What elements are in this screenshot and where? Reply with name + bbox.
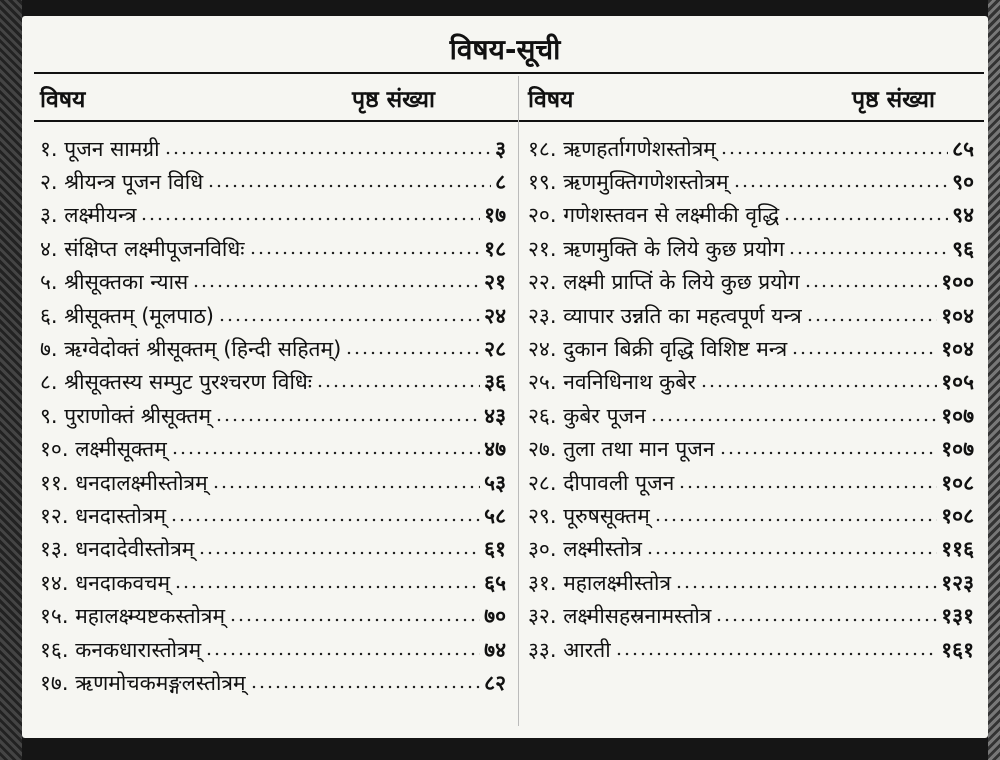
right-subject-header: विषय bbox=[528, 87, 574, 113]
toc-entry-title: २०. गणेशस्तवन से लक्ष्मीकी वृद्धि bbox=[528, 203, 780, 228]
left-contents-list bbox=[40, 132, 506, 700]
toc-entry-title: २५. नवनिधिनाथ कुबेर bbox=[528, 370, 696, 395]
dot-leader bbox=[345, 342, 480, 356]
toc-entry-page: ९४ bbox=[952, 203, 974, 228]
dot-leader bbox=[804, 275, 938, 289]
toc-entry-title: २३. व्यापार उन्नति का महत्वपूर्ण यन्त्र bbox=[528, 303, 802, 328]
right-page-header: पृष्ठ संख्या bbox=[852, 87, 935, 113]
toc-entry bbox=[528, 499, 974, 532]
dot-leader bbox=[791, 342, 937, 356]
toc-entry-page: १८ bbox=[484, 236, 506, 261]
toc-entry-page: ४३ bbox=[484, 403, 506, 428]
toc-entry bbox=[528, 132, 974, 165]
toc-entry-title: २२. लक्ष्मी प्राप्तिं के लिये कुछ प्रयोग bbox=[528, 270, 800, 295]
toc-entry-page: १०७ bbox=[941, 437, 974, 462]
dot-leader bbox=[174, 576, 480, 590]
dot-leader bbox=[198, 542, 480, 556]
toc-entry-page: ४७ bbox=[484, 437, 506, 462]
toc-entry bbox=[40, 232, 506, 265]
toc-entry-page: ३६ bbox=[484, 370, 506, 395]
page-edge-left bbox=[0, 0, 22, 760]
dot-leader bbox=[229, 609, 480, 623]
toc-entry bbox=[528, 165, 974, 198]
dot-leader bbox=[215, 409, 480, 423]
dot-leader bbox=[720, 142, 948, 156]
dot-leader bbox=[192, 275, 480, 289]
toc-entry-title: ७. ऋग्वेदोक्तं श्रीसूक्तम् (हिन्दी सहितम्) bbox=[40, 337, 342, 362]
dot-leader bbox=[788, 242, 948, 256]
toc-entry-page: १७ bbox=[484, 203, 506, 228]
toc-entry-page: २४ bbox=[484, 303, 506, 328]
dot-leader bbox=[806, 309, 937, 323]
dot-leader bbox=[700, 375, 937, 389]
toc-entry-page: ८२ bbox=[484, 670, 506, 695]
toc-entry-page: २१ bbox=[484, 270, 506, 295]
dot-leader bbox=[218, 309, 480, 323]
dot-leader bbox=[719, 442, 938, 456]
dot-leader bbox=[654, 509, 937, 523]
dot-leader bbox=[715, 609, 937, 623]
dot-leader bbox=[170, 509, 480, 523]
dot-leader bbox=[678, 476, 937, 490]
toc-entry bbox=[40, 366, 506, 399]
toc-entry-title: १५. महालक्ष्म्यष्टकस्तोत्रम् bbox=[40, 604, 226, 629]
toc-entry bbox=[528, 533, 974, 566]
toc-entry-page: १०४ bbox=[941, 303, 974, 328]
toc-entry-title: ३१. महालक्ष्मीस्तोत्र bbox=[528, 570, 672, 595]
toc-entry-title: २४. दुकान बिक्री वृद्धि विशिष्ट मन्त्र bbox=[528, 337, 788, 362]
toc-entry-page: १०५ bbox=[941, 370, 974, 395]
toc-entry-title: १२. धनदास्तोत्रम् bbox=[40, 503, 167, 528]
toc-entry bbox=[528, 633, 974, 666]
left-subject-header: विषय bbox=[40, 87, 86, 113]
toc-entry-title: २६. कुबेर पूजन bbox=[528, 403, 646, 428]
toc-entry bbox=[40, 633, 506, 666]
toc-entry bbox=[528, 433, 974, 466]
toc-entry bbox=[40, 466, 506, 499]
dot-leader bbox=[212, 476, 480, 490]
dot-leader bbox=[205, 643, 480, 657]
dot-leader bbox=[675, 576, 937, 590]
toc-entry-title: १. पूजन सामग्री bbox=[40, 136, 160, 161]
toc-entry-title: ४. संक्षिप्त लक्ष्मीपूजनविधिः bbox=[40, 236, 245, 261]
toc-entry bbox=[528, 466, 974, 499]
toc-entry bbox=[40, 199, 506, 232]
toc-entry-page: १२३ bbox=[941, 570, 974, 595]
dot-leader bbox=[646, 542, 937, 556]
toc-entry-page: ६१ bbox=[484, 537, 506, 562]
toc-entry-title: ३. लक्ष्मीयन्त्र bbox=[40, 203, 137, 228]
toc-entry-page: २८ bbox=[484, 337, 506, 362]
dot-leader bbox=[164, 142, 491, 156]
toc-entry bbox=[528, 399, 974, 432]
toc-entry-title: ३२. लक्ष्मीसहस्रनामस्तोत्र bbox=[528, 604, 712, 629]
toc-entry-title: ३०. लक्ष्मीस्तोत्र bbox=[528, 537, 642, 562]
right-contents-list bbox=[528, 132, 974, 666]
toc-entry-title: ९. पुराणोक्तं श्रीसूक्तम् bbox=[40, 403, 212, 428]
page-title: विषय-सूची bbox=[449, 33, 561, 66]
toc-entry-page: ९६ bbox=[952, 236, 974, 261]
toc-entry-title: २७. तुला तथा मान पूजन bbox=[528, 437, 715, 462]
dot-leader bbox=[171, 442, 480, 456]
column-divider bbox=[518, 76, 519, 726]
toc-entry-page: १०७ bbox=[941, 403, 974, 428]
toc-entry bbox=[40, 666, 506, 699]
toc-entry-title: २१. ऋणमुक्ति के लिये कुछ प्रयोग bbox=[528, 236, 785, 261]
toc-entry-title: ११. धनदालक्ष्मीस्तोत्रम् bbox=[40, 470, 208, 495]
toc-entry bbox=[528, 566, 974, 599]
toc-entry bbox=[40, 266, 506, 299]
toc-entry-title: २. श्रीयन्त्र पूजन विधि bbox=[40, 170, 204, 195]
book-page bbox=[22, 16, 988, 738]
toc-entry bbox=[528, 266, 974, 299]
toc-entry bbox=[528, 332, 974, 365]
dot-leader bbox=[650, 409, 937, 423]
toc-entry bbox=[40, 399, 506, 432]
toc-entry-title: ६. श्रीसूक्तम् (मूलपाठ) bbox=[40, 303, 214, 328]
toc-entry-page: १०८ bbox=[941, 503, 974, 528]
toc-entry-title: १९. ऋणमुक्तिगणेशस्तोत्रम् bbox=[528, 170, 729, 195]
toc-entry-page: १३१ bbox=[941, 604, 974, 629]
toc-entry-title: ५. श्रीसूक्तका न्यास bbox=[40, 270, 189, 295]
toc-entry bbox=[528, 199, 974, 232]
dot-leader bbox=[783, 208, 948, 222]
title-rule bbox=[34, 72, 984, 74]
toc-entry-page: ३ bbox=[495, 136, 506, 161]
dot-leader bbox=[316, 375, 480, 389]
toc-entry-title: २९. पूरुषसूक्तम् bbox=[528, 503, 650, 528]
toc-entry bbox=[528, 299, 974, 332]
page-edge-right bbox=[988, 0, 1000, 760]
toc-entry-page: १६१ bbox=[941, 637, 974, 662]
toc-entry bbox=[40, 566, 506, 599]
toc-entry-title: १७. ऋणमोचकमङ्गलस्तोत्रम् bbox=[40, 670, 246, 695]
toc-entry bbox=[40, 332, 506, 365]
toc-entry bbox=[40, 533, 506, 566]
toc-entry bbox=[40, 599, 506, 632]
toc-entry-page: १०० bbox=[941, 270, 974, 295]
toc-entry bbox=[40, 132, 506, 165]
toc-entry bbox=[40, 165, 506, 198]
dot-leader bbox=[615, 643, 938, 657]
dot-leader bbox=[207, 175, 491, 189]
toc-entry bbox=[40, 433, 506, 466]
left-page-header: पृष्ठ संख्या bbox=[352, 87, 435, 113]
toc-entry-title: २८. दीपावली पूजन bbox=[528, 470, 675, 495]
toc-entry-title: ८. श्रीसूक्तस्य सम्पुट पुरश्चरण विधिः bbox=[40, 370, 313, 395]
toc-entry-page: ९० bbox=[952, 170, 974, 195]
toc-entry-page: ६५ bbox=[484, 570, 506, 595]
toc-entry bbox=[528, 232, 974, 265]
toc-entry-title: १३. धनदादेवीस्तोत्रम् bbox=[40, 537, 195, 562]
header-rule bbox=[34, 120, 984, 122]
toc-entry-page: ५३ bbox=[484, 470, 506, 495]
toc-entry-page: ११६ bbox=[941, 537, 974, 562]
toc-entry-page: १०४ bbox=[941, 337, 974, 362]
dot-leader bbox=[249, 242, 481, 256]
toc-entry-page: ७४ bbox=[484, 637, 506, 662]
dot-leader bbox=[140, 208, 480, 222]
toc-entry-title: १८. ऋणहर्तागणेशस्तोत्रम् bbox=[528, 136, 716, 161]
toc-entry bbox=[40, 499, 506, 532]
toc-entry-title: ३३. आरती bbox=[528, 637, 611, 662]
toc-entry bbox=[40, 299, 506, 332]
toc-entry-title: १६. कनकधारास्तोत्रम् bbox=[40, 637, 202, 662]
toc-entry-title: १०. लक्ष्मीसूक्तम् bbox=[40, 437, 167, 462]
toc-entry-page: ८५ bbox=[952, 136, 974, 161]
dot-leader bbox=[250, 676, 481, 690]
toc-entry-page: ५८ bbox=[484, 503, 506, 528]
toc-entry bbox=[528, 366, 974, 399]
toc-entry-page: ७० bbox=[484, 604, 506, 629]
toc-entry-page: ८ bbox=[495, 170, 506, 195]
toc-entry-page: १०८ bbox=[941, 470, 974, 495]
toc-entry-title: १४. धनदाकवचम् bbox=[40, 570, 171, 595]
dot-leader bbox=[733, 175, 949, 189]
toc-entry bbox=[528, 599, 974, 632]
